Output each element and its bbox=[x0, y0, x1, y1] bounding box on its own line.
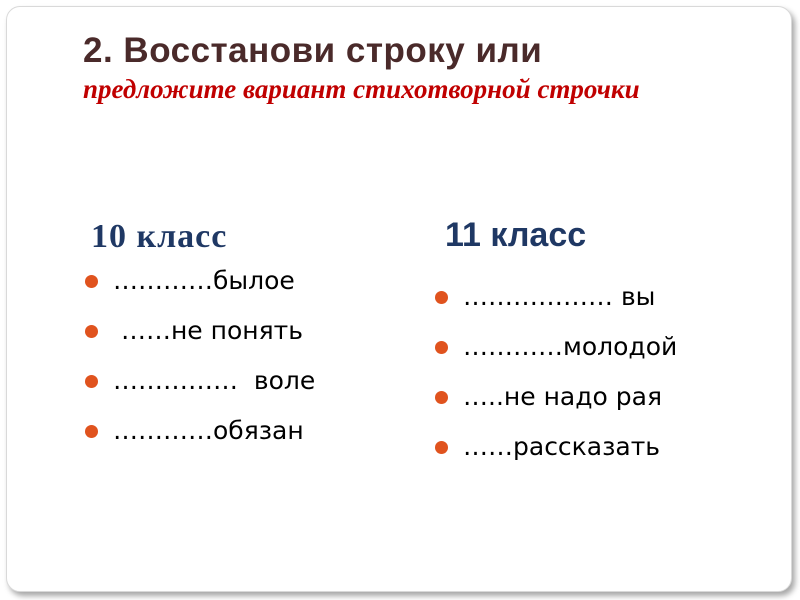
heading-grade-10: 10 класс bbox=[91, 218, 228, 255]
bullet-dot-icon bbox=[435, 341, 448, 354]
list-item bbox=[433, 429, 677, 479]
bullet-dot-icon bbox=[435, 441, 448, 454]
title-subtitle: предложите вариант стихотворной строчки bbox=[83, 74, 640, 104]
list-item bbox=[83, 313, 315, 363]
list-item bbox=[433, 279, 677, 329]
list-grade-10 bbox=[83, 263, 315, 463]
bullet-dot-icon bbox=[85, 275, 98, 288]
list-grade-11 bbox=[433, 279, 677, 479]
list-item-text: …..не надо рая bbox=[463, 382, 662, 411]
list-item bbox=[433, 329, 677, 379]
list-item-text: …………… воле bbox=[113, 366, 316, 395]
list-item bbox=[83, 363, 315, 413]
bullet-dot-icon bbox=[85, 425, 98, 438]
list-item-text: ……………… вы bbox=[463, 282, 656, 311]
list-item-text: …………обязан bbox=[113, 416, 304, 445]
heading-grade-11: 11 класс bbox=[445, 216, 587, 254]
bullet-dot-icon bbox=[435, 391, 448, 404]
slide bbox=[6, 6, 792, 592]
bullet-dot-icon bbox=[435, 291, 448, 304]
bullet-dot-icon bbox=[85, 375, 98, 388]
list-item-text: ……не понять bbox=[113, 316, 303, 345]
list-item bbox=[83, 413, 315, 463]
title-main: 2. Восстанови строку или bbox=[83, 31, 543, 70]
slide-title bbox=[83, 29, 773, 105]
list-item-text: ……рассказать bbox=[463, 432, 661, 461]
bullet-dot-icon bbox=[85, 325, 98, 338]
list-item-text: …………молодой bbox=[463, 332, 678, 361]
list-item-text: …………былое bbox=[113, 266, 295, 295]
list-item bbox=[433, 379, 677, 429]
list-item bbox=[83, 263, 315, 313]
